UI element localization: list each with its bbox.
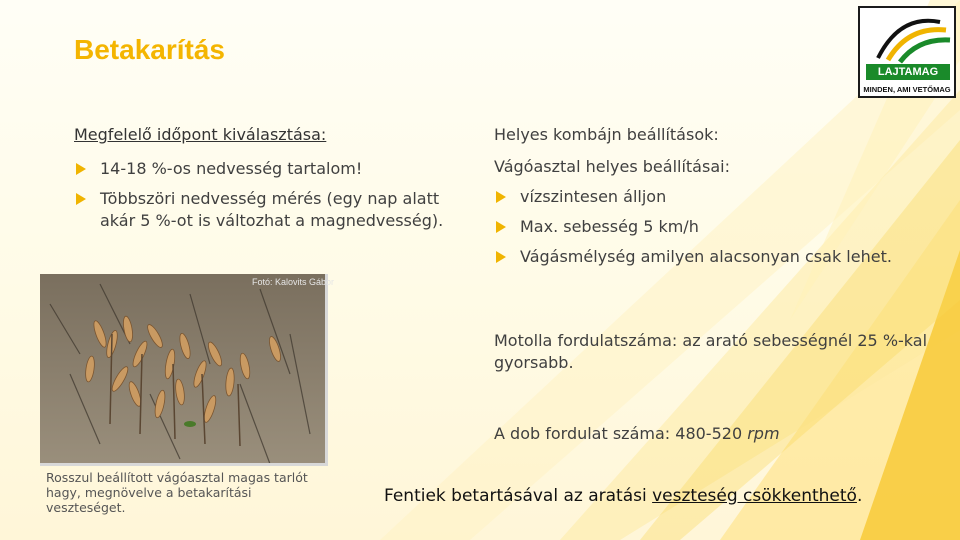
logo-name: LAJTAMAG bbox=[866, 64, 950, 80]
list-item bbox=[494, 246, 934, 268]
logo-arc-icon bbox=[860, 8, 954, 64]
list-item bbox=[494, 216, 934, 238]
drum-speed-line bbox=[494, 424, 780, 443]
logo-slogan: MINDEN, AMI VETŐMAG bbox=[863, 85, 951, 94]
drum-speed-value: 480-520 bbox=[675, 424, 743, 443]
slide-title: Betakarítás bbox=[74, 34, 225, 65]
bullet-text: 14-18 %-os nedvesség tartalom! bbox=[100, 159, 363, 178]
bullet-arrow-icon bbox=[76, 193, 86, 205]
timing-section bbox=[74, 124, 454, 240]
bullet-arrow-icon bbox=[496, 251, 506, 263]
drum-speed-unit: rpm bbox=[747, 424, 780, 443]
list-item bbox=[74, 188, 454, 232]
bullet-arrow-icon bbox=[496, 191, 506, 203]
bullet-text: vízszintesen álljon bbox=[520, 187, 667, 206]
timing-heading: Megfelelő időpont kiválasztása: bbox=[74, 125, 327, 144]
conclusion-underlined: veszteség csökkenthető bbox=[652, 486, 857, 506]
timing-bullets bbox=[74, 158, 454, 232]
stubble-photo bbox=[40, 274, 328, 466]
list-item bbox=[494, 186, 934, 208]
reel-speed-text: Motolla fordulatszáma: az arató sebességnél 25 %-kal gyorsabb. bbox=[494, 331, 928, 372]
conclusion-end: . bbox=[856, 486, 863, 506]
bullet-text: Vágásmélység amilyen alacsonyan csak lehet. bbox=[520, 247, 892, 266]
bullet-arrow-icon bbox=[76, 163, 86, 175]
drum-speed-label: A dob fordulat száma: bbox=[494, 424, 671, 443]
photo-credit: Fotó: Kalovits Gábor bbox=[252, 277, 335, 287]
combine-heading: Helyes kombájn beállítások: bbox=[494, 125, 719, 144]
lajtamag-logo bbox=[858, 6, 956, 98]
settings-bullets bbox=[494, 186, 934, 268]
conclusion-start: Fentiek betartásával az aratási bbox=[384, 486, 653, 506]
bullet-text: Többszöri nedvesség mérés (egy nap alatt akár 5 %-ot is változhat a magnedvesség). bbox=[100, 189, 444, 230]
combine-settings-section bbox=[494, 124, 934, 276]
conclusion-text bbox=[384, 486, 862, 506]
bullet-arrow-icon bbox=[496, 221, 506, 233]
photo-caption: Rosszul beállított vágóasztal magas tarlót hagy, megnövelve a betakarítási veszteséget. bbox=[46, 470, 308, 515]
header-settings-subheading: Vágóasztal helyes beállításai: bbox=[494, 157, 730, 176]
bullet-text: Max. sebesség 5 km/h bbox=[520, 217, 699, 236]
list-item bbox=[74, 158, 454, 180]
